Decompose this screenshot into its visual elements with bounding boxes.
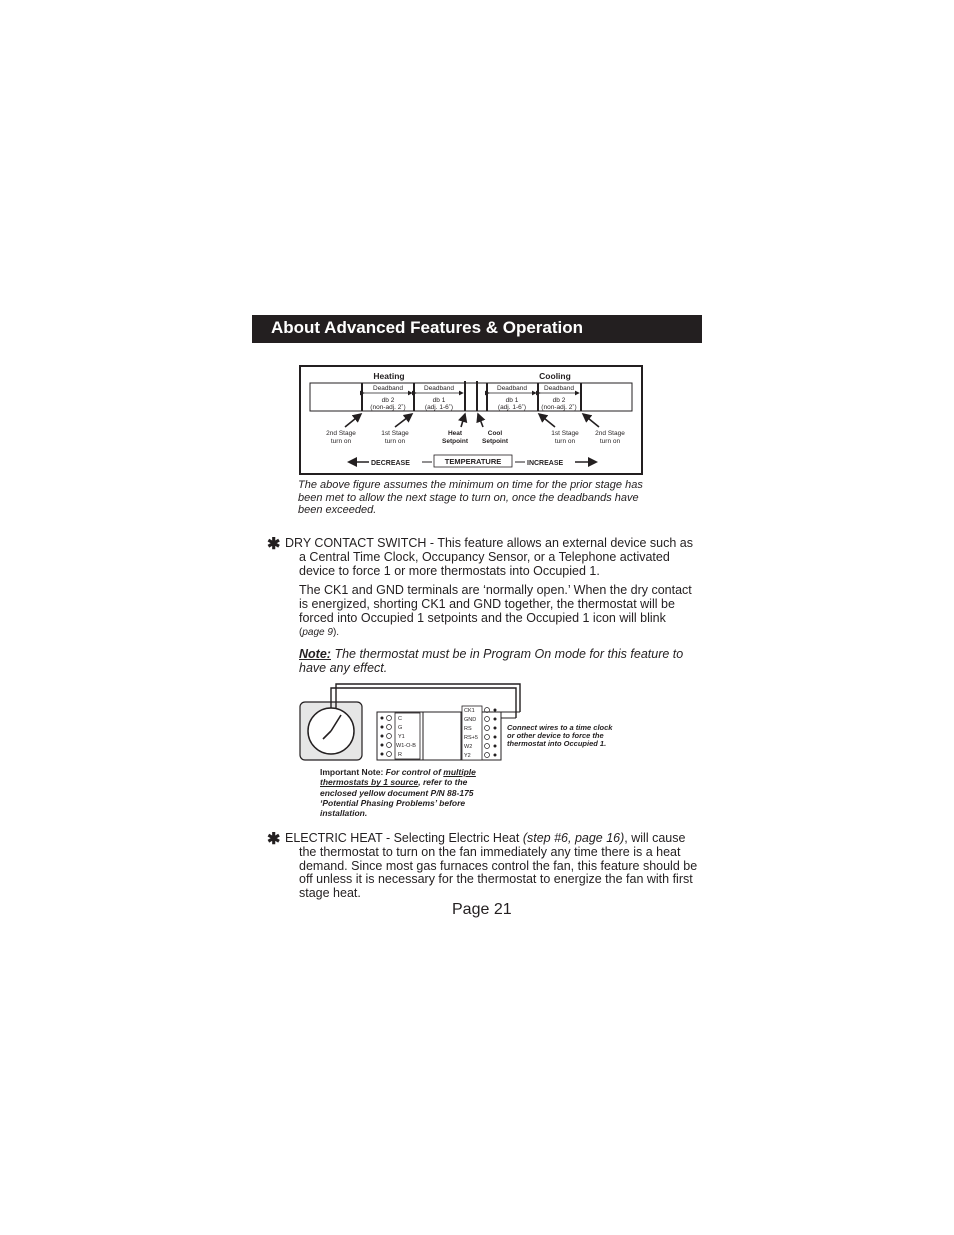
important-note bbox=[320, 767, 500, 818]
electric-heat-text-a: ELECTRIC HEAT - Selecting Electric Heat bbox=[285, 831, 520, 845]
heat-setpoint-line1: Heat bbox=[447, 430, 463, 437]
electric-heat-ref: (step #6, page 16) bbox=[522, 831, 625, 845]
db2-left-line1: db 2 bbox=[381, 397, 395, 404]
db2-right-line1: db 2 bbox=[552, 397, 566, 404]
db1-left-line2: (adj. 1-6˚) bbox=[424, 404, 454, 411]
heat-1st-line2: turn on bbox=[384, 438, 406, 445]
heat-2nd-line1: 2nd Stage bbox=[326, 430, 356, 437]
deadband-label-3: Deadband bbox=[497, 385, 527, 392]
electric-heat-text-b: , will cause the thermostat to turn on the fan immediately any time there is a heat demand. Since most gas furnaces control the fan, this feature should be off unless it is necessary for the thermostat to energize the fan with first stage heat. bbox=[299, 831, 698, 901]
important-text-a: For control of bbox=[385, 767, 441, 777]
cool-2nd-line2: turn on bbox=[599, 438, 621, 445]
terminal-w2: W2 bbox=[464, 744, 473, 750]
deadband-diagram-graphic bbox=[301, 367, 641, 473]
dry-contact-note bbox=[299, 648, 699, 676]
terminal-y2: Y2 bbox=[464, 753, 471, 759]
cool-2nd-line1: 2nd Stage bbox=[595, 430, 625, 437]
heat-setpoint-line2: Setpoint bbox=[442, 438, 468, 445]
important-label: Important Note: bbox=[320, 767, 384, 777]
electric-heat-text bbox=[285, 832, 700, 901]
diagram-caption: The above figure assumes the minimum on time for the prior stage has been met to allow the next stage to turn on, once the deadbands have been exceeded. bbox=[298, 479, 643, 516]
db2-left-line2: (non-adj. 2˚) bbox=[370, 404, 406, 411]
cooling-label: Cooling bbox=[539, 371, 571, 381]
note-text: The thermostat must be in Program On mode for this feature to have any effect. bbox=[299, 647, 684, 675]
electric-heat-paragraph bbox=[285, 832, 700, 901]
section-title: About Advanced Features & Operation bbox=[271, 318, 584, 337]
asterisk-icon-2: ✱ bbox=[267, 831, 281, 848]
page-number: Page 21 bbox=[452, 901, 512, 918]
increase-label: INCREASE bbox=[527, 460, 564, 467]
increase-arrow-icon bbox=[588, 457, 598, 467]
terminal-w1: W1-O-B bbox=[396, 743, 416, 749]
db1-left-line1: db 1 bbox=[432, 397, 446, 404]
terminal-c: C bbox=[398, 716, 402, 722]
db1-right-line2: (adj. 1-6˚) bbox=[497, 404, 527, 411]
asterisk-icon: ✱ bbox=[267, 536, 281, 553]
dry-contact-text: DRY CONTACT SWITCH - This feature allows an external device such as a Central Time Clock, Occupancy Sensor, or a Telephone activated device to force 1 or more thermostats into Occupied 1. bbox=[285, 536, 694, 578]
temperature-bar bbox=[310, 383, 632, 411]
terminal-gnd: GND bbox=[464, 717, 477, 723]
decrease-label: DECREASE bbox=[371, 460, 410, 467]
important-text-b: multiple thermostats by 1 source bbox=[320, 767, 476, 788]
heat-2nd-line2: turn on bbox=[330, 438, 352, 445]
terminal-g: G bbox=[398, 725, 403, 731]
deadband-label-1: Deadband bbox=[373, 385, 403, 392]
deadband-label-4: Deadband bbox=[544, 385, 574, 392]
cool-setpoint-line1: Cool bbox=[487, 430, 503, 437]
terminal-y1: Y1 bbox=[398, 734, 405, 740]
terminal-ck1: CK1 bbox=[464, 708, 475, 714]
dry-contact-paragraph bbox=[285, 537, 700, 578]
terminal-rs5: RS+5 bbox=[464, 735, 478, 741]
temperature-label: TEMPERATURE bbox=[444, 457, 502, 466]
terminal-rs: RS bbox=[464, 726, 472, 732]
db2-right-line2: (non-adj. 2˚) bbox=[541, 404, 577, 411]
dry-contact-para2: The CK1 and GND terminals are ‘normally open.’ When the dry contact is energized, shorting CK1 and GND together, the thermostat will be forced into Occupied 1 setpoints and the Occupied 1 icon will blink (page 9). bbox=[299, 583, 692, 639]
deadband-label-2: Deadband bbox=[424, 385, 454, 392]
dry-contact-para2-text: The CK1 and GND terminals are ‘normally open.’ When the dry contact is energized, shorting CK1 and GND together, the thermostat will be forced into Occupied 1 setpoints and the Occupied 1 icon will blink bbox=[299, 583, 692, 625]
wire-note: Connect wires to a time clock or other device to force the thermostat into Occupied 1. bbox=[507, 723, 613, 748]
note-label: Note: bbox=[299, 647, 331, 661]
db1-right-line1: db 1 bbox=[505, 397, 519, 404]
cool-1st-line2: turn on bbox=[554, 438, 576, 445]
cool-1st-line1: 1st Stage bbox=[551, 430, 579, 437]
heating-label: Heating bbox=[373, 371, 405, 381]
page-ref: page 9 bbox=[302, 627, 333, 639]
section-header bbox=[252, 315, 702, 343]
deadband-diagram bbox=[299, 365, 643, 475]
important-text-c: , refer to the enclosed yellow document P/N 88-175 ‘Potential Phasing Problems’ before installation. bbox=[320, 777, 474, 819]
cool-setpoint-line2: Setpoint bbox=[482, 438, 508, 445]
heat-1st-line1: 1st Stage bbox=[381, 430, 409, 437]
terminal-r: R bbox=[398, 752, 402, 758]
